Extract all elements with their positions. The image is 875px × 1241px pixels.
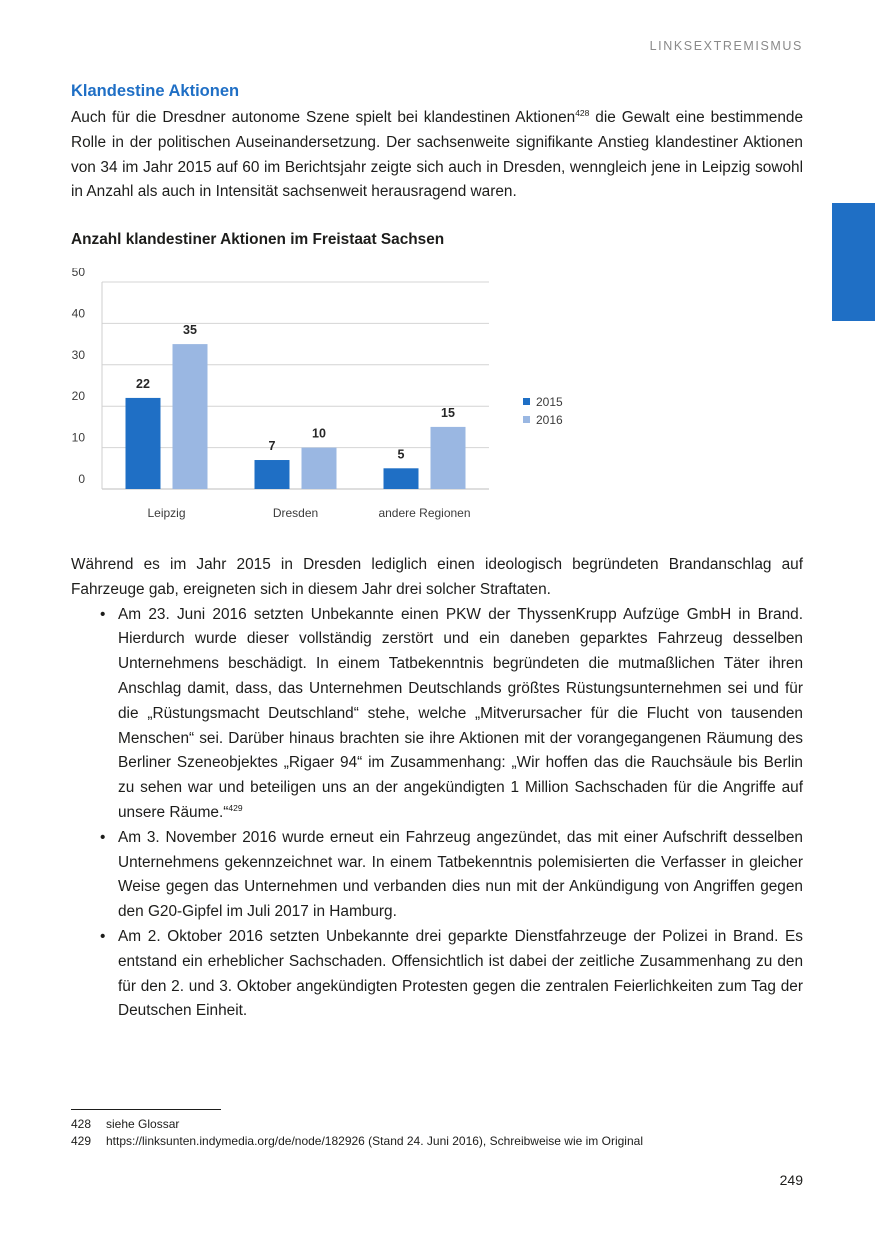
data-label: 7: [268, 439, 276, 454]
x-tick-label: andere Regionen: [378, 506, 471, 520]
section-heading: Klandestine Aktionen: [71, 82, 240, 100]
list-item: [71, 826, 803, 925]
list-item: [71, 925, 803, 1024]
list-item-text: Am 23. Juni 2016 setzten Unbekannte einen PKW der ThyssenKrupp Aufzüge GmbH in Brand. Hierdurch wurde dieser vollständig zerstört und ein daneben geparktes Fahrzeug desselben Unternehmens beschädigt. In einem Tatbekenntnis begründeten die mutmaßlichen Täter ihren Anschlag damit, dass, das Unternehmen Deutschlands größtes Rüstungsunternehmen sei und für die „Rüstungsmacht Deutschland“ stehe, welche „Mitverursacher für die Flucht von tausenden Menschen“ sei. Darüber hinaus brachten sie ihre Aktionen mit der vorangegangenen Räumung des Berliner Szeneobjektes „Rigaer 94“ im Zusammenhang: „Wir hoffen das die Rauchsäule bis Berlin zu sehen war und beteiligen uns an der angekündigten 1 Million Sachschaden für die Angriffe auf unsere Räume.“: [118, 605, 803, 821]
footnote-link[interactable]: https://linksunten.indymedia.org/de/node/182926 (Stand 24. Juni 2016), Schreibweise wie im Original: [106, 1134, 643, 1148]
intro-paragraph: [71, 106, 803, 205]
x-tick-label: Dresden: [272, 506, 319, 520]
bullet-dot: •: [100, 605, 106, 623]
bar-2015: [384, 468, 419, 489]
footnote-428: [71, 1116, 643, 1133]
bar-2015: [255, 460, 290, 489]
y-tick-label: 30: [71, 347, 85, 362]
chapter-tab-marker: [832, 203, 875, 321]
page-number: 249: [779, 1172, 803, 1188]
data-label: 10: [312, 426, 326, 441]
y-tick-label: 10: [71, 430, 85, 445]
footnote-text: siehe Glossar: [106, 1117, 180, 1131]
bar-2016: [302, 448, 337, 489]
legend-swatch-2015: [523, 398, 530, 405]
intro-text-end: die Gewalt eine bestimmende Rolle in der politischen Auseinandersetzung. Der sachsenweite signifikante Anstieg klandestiner Aktionen von 34 im Jahr 2015 auf 60 im Berichtsjahr zeigte sich auch in Dresden, wenngleich jene in Leipzig sowohl in Anzahl als auch in Intensität sachsenweit herausragend waren.: [71, 109, 804, 201]
data-label: 22: [136, 376, 150, 391]
footnote-ref-429[interactable]: 429: [228, 802, 243, 813]
bullet-dot: •: [100, 927, 106, 945]
list-item-text: Am 3. November 2016 wurde erneut ein Fahrzeug angezündet, das mit einer Aufschrift desselben Unternehmens gekennzeichnet war. In einem Tatbekenntnis polemisierten die Verfasser in gleicher Weise gegen das Unternehmen und verbanden dies nun mit der Ankündigung von Angriffen gegen den G20-Gipfel im Juli 2017 in Hamburg.: [118, 828, 803, 921]
y-tick-label: 40: [71, 306, 85, 321]
intro-text-start: Auch für die Dresdner autonome Szene spielt bei klandestinen Aktionen: [71, 109, 576, 126]
footnote-number: 428: [71, 1117, 92, 1131]
bar-2015: [126, 398, 161, 489]
legend-label: 2015: [536, 395, 563, 409]
list-item-text: Am 2. Oktober 2016 setzten Unbekannte drei geparkte Dienstfahrzeuge der Polizei in Brand. Es entstand ein erheblicher Sachschaden. Offensichtlich ist dabei der zeitliche Zusammenhang zu den für den 2. und 3. Oktober angekündigten Protesten gegen die zentralen Feierlichkeiten zum Tag der Deutschen Einheit.: [118, 927, 803, 1020]
running-header: LINKSEXTREMISMUS: [649, 39, 803, 53]
bullet-dot: •: [100, 828, 106, 846]
list-item: [71, 603, 803, 826]
bar-chart: [60, 268, 620, 533]
y-tick-label: 20: [71, 389, 85, 404]
chart-title: Anzahl klandestiner Aktionen im Freistaat Sachsen: [71, 231, 445, 248]
data-label: 15: [441, 405, 455, 420]
body-paragraph: Während es im Jahr 2015 in Dresden lediglich einen ideologisch begründeten Brandanschlag auf Fahrzeuge gab, ereigneten sich in diesem Jahr drei solcher Straftaten.: [71, 556, 803, 598]
chart-legend: [523, 395, 563, 427]
footnote-number: 429: [71, 1134, 92, 1148]
y-tick-label: 50: [71, 268, 85, 279]
bullet-list: [71, 603, 803, 1025]
legend-label: 2016: [536, 413, 563, 427]
footnote-divider: [71, 1109, 221, 1110]
chart-y-ticks: [72, 268, 86, 486]
bar-2016: [173, 344, 208, 489]
footnote-ref-428[interactable]: 428: [575, 108, 590, 118]
data-label: 35: [183, 323, 197, 338]
section-klandestine-aktionen: [71, 80, 803, 205]
bar-2016: [431, 427, 466, 489]
body-section: [71, 553, 803, 1024]
data-label: 5: [397, 447, 405, 462]
x-tick-label: Leipzig: [147, 506, 186, 520]
chart-bars: [126, 344, 466, 489]
footnote-429: [71, 1133, 643, 1150]
chart-x-ticks: [147, 506, 470, 520]
legend-swatch-2016: [523, 416, 530, 423]
y-tick-label: 0: [78, 472, 85, 486]
footnotes: [71, 1116, 643, 1150]
